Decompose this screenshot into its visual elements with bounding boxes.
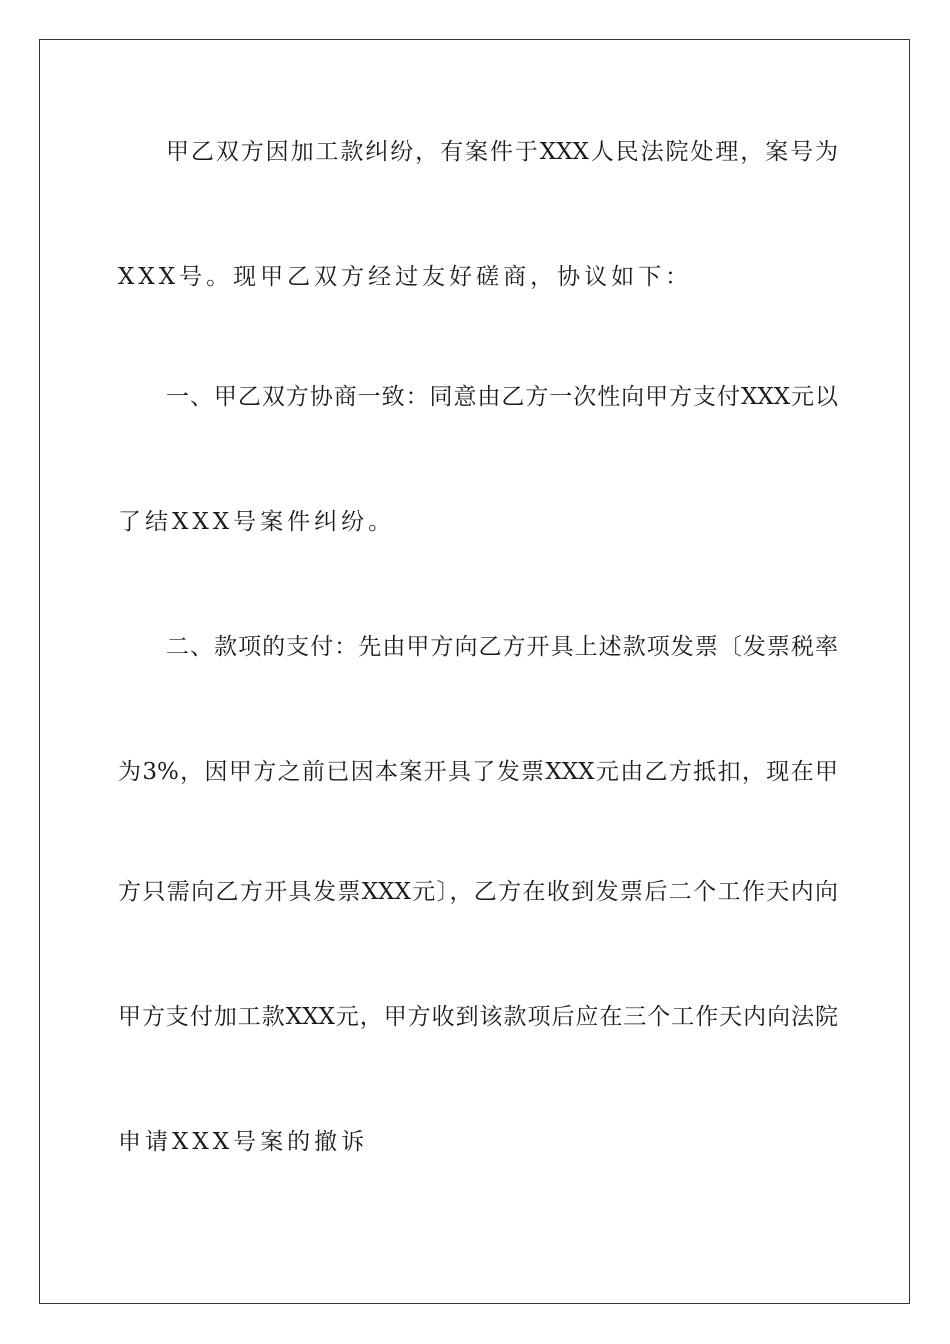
clause-two-line-2: 为3%，因甲方之前已因本案开具了发票XXX元由乙方抵扣，现在甲	[118, 759, 838, 785]
clause-one-line-1: 一、甲乙双方协商一致：同意由乙方一次性向甲方支付XXX元以	[166, 384, 838, 410]
paragraph-intro-line-1: 甲乙双方因加工款纠纷，有案件于XXX人民法院处理，案号为	[166, 139, 838, 165]
clause-two-line-5: 申请XXX号案的撤诉	[118, 1129, 369, 1155]
clause-two-line-3: 方只需向乙方开具发票XXX元〕，乙方在收到发票后二个工作天内向	[118, 879, 838, 905]
clause-two-line-1: 二、款项的支付：先由甲方向乙方开具上述款项发票〔发票税率	[166, 634, 838, 660]
clause-one-line-2: 了结XXX号案件纠纷。	[118, 509, 396, 535]
clause-two-line-4: 甲方支付加工款XXX元，甲方收到该款项后应在三个工作天内向法院	[118, 1004, 838, 1030]
page-border	[39, 39, 910, 1304]
paragraph-intro-line-2: XXX号。现甲乙双方经过友好磋商，协议如下：	[118, 264, 693, 290]
